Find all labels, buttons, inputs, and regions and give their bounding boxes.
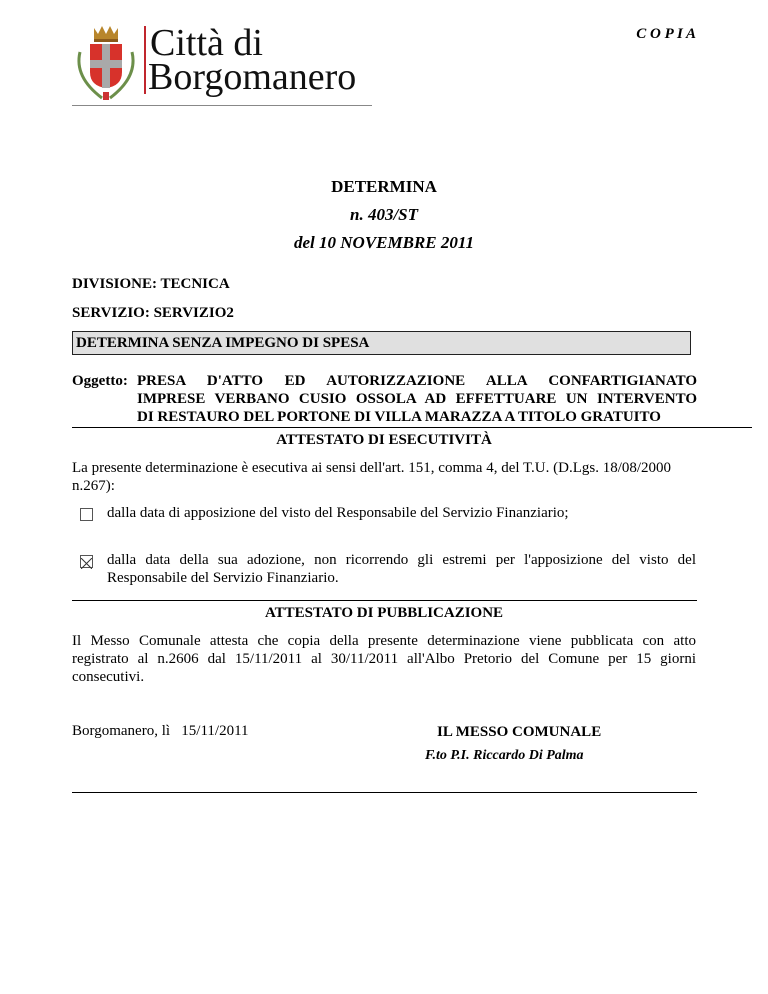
document-date: del 10 NOVEMBRE 2011 bbox=[294, 233, 474, 252]
executivity-heading: ATTESTATO DI ESECUTIVITÀ bbox=[276, 432, 492, 448]
divider bbox=[72, 427, 752, 428]
publication-heading: ATTESTATO DI PUBBLICAZIONE bbox=[264, 605, 504, 621]
logo-text-line1: Città di bbox=[150, 22, 263, 64]
city-crest-logo bbox=[72, 22, 140, 102]
executivity-intro-line1: La presente determinazione è esecutiva ai sensi dell'art. 151, comma 4, del T.U. (D.Lgs. 18/08/2000 bbox=[72, 460, 672, 476]
document-type: DETERMINA bbox=[331, 177, 437, 196]
executivity-intro-line2: n.267): bbox=[72, 478, 115, 494]
signer-name: F.to P.I. Riccardo Di Palma bbox=[425, 748, 584, 763]
check-x-icon bbox=[81, 558, 92, 569]
subject-label: Oggetto: bbox=[72, 373, 128, 389]
subject-line-1: PRESA D'ATTO ED AUTORIZZAZIONE ALLA CONFARTIGIANATO bbox=[137, 373, 697, 389]
option1-text: dalla data di apposizione del visto del Responsabile del Servizio Finanziario; bbox=[107, 505, 569, 521]
publication-line1: Il Messo Comunale attesta che copia della presente determinazione viene pubblicata con atto bbox=[72, 633, 696, 649]
logo-divider bbox=[144, 26, 146, 94]
checkbox-adoption-date[interactable] bbox=[80, 555, 93, 568]
division: DIVISIONE: TECNICA bbox=[72, 276, 230, 292]
subject-line-3: DI RESTAURO DEL PORTONE DI VILLA MARAZZA A TITOLO GRATUITO bbox=[137, 409, 661, 425]
divider bbox=[72, 600, 697, 601]
divider bbox=[72, 792, 697, 793]
signer-role: IL MESSO COMUNALE bbox=[437, 724, 602, 740]
logo-underline bbox=[72, 105, 372, 106]
publication-line2: registrato al n.2606 dal 15/11/2011 al 30/11/2011 all'Albo Pretorio del Comune per 15 giorni bbox=[72, 651, 696, 667]
subject-line-2: IMPRESE VERBANO CUSIO OSSOLA AD EFFETTUARE UN INTERVENTO bbox=[137, 391, 697, 407]
logo-text-line2: Borgomanero bbox=[148, 56, 357, 98]
document-number: n. 403/ST bbox=[349, 205, 419, 224]
service: SERVIZIO: SERVIZIO2 bbox=[72, 305, 234, 321]
determination-type-box: DETERMINA SENZA IMPEGNO DI SPESA bbox=[72, 331, 691, 355]
checkbox-financial-visa[interactable] bbox=[80, 508, 93, 521]
copy-mark: C O P I A bbox=[636, 26, 696, 42]
publication-line3: consecutivi. bbox=[72, 669, 145, 685]
option2-text-line1: dalla data della sua adozione, non ricorrendo gli estremi per l'apposizione del visto del bbox=[107, 552, 696, 568]
place-date: Borgomanero, lì 15/11/2011 bbox=[72, 723, 249, 739]
option2-text-line2: Responsabile del Servizio Finanziario. bbox=[107, 570, 339, 586]
